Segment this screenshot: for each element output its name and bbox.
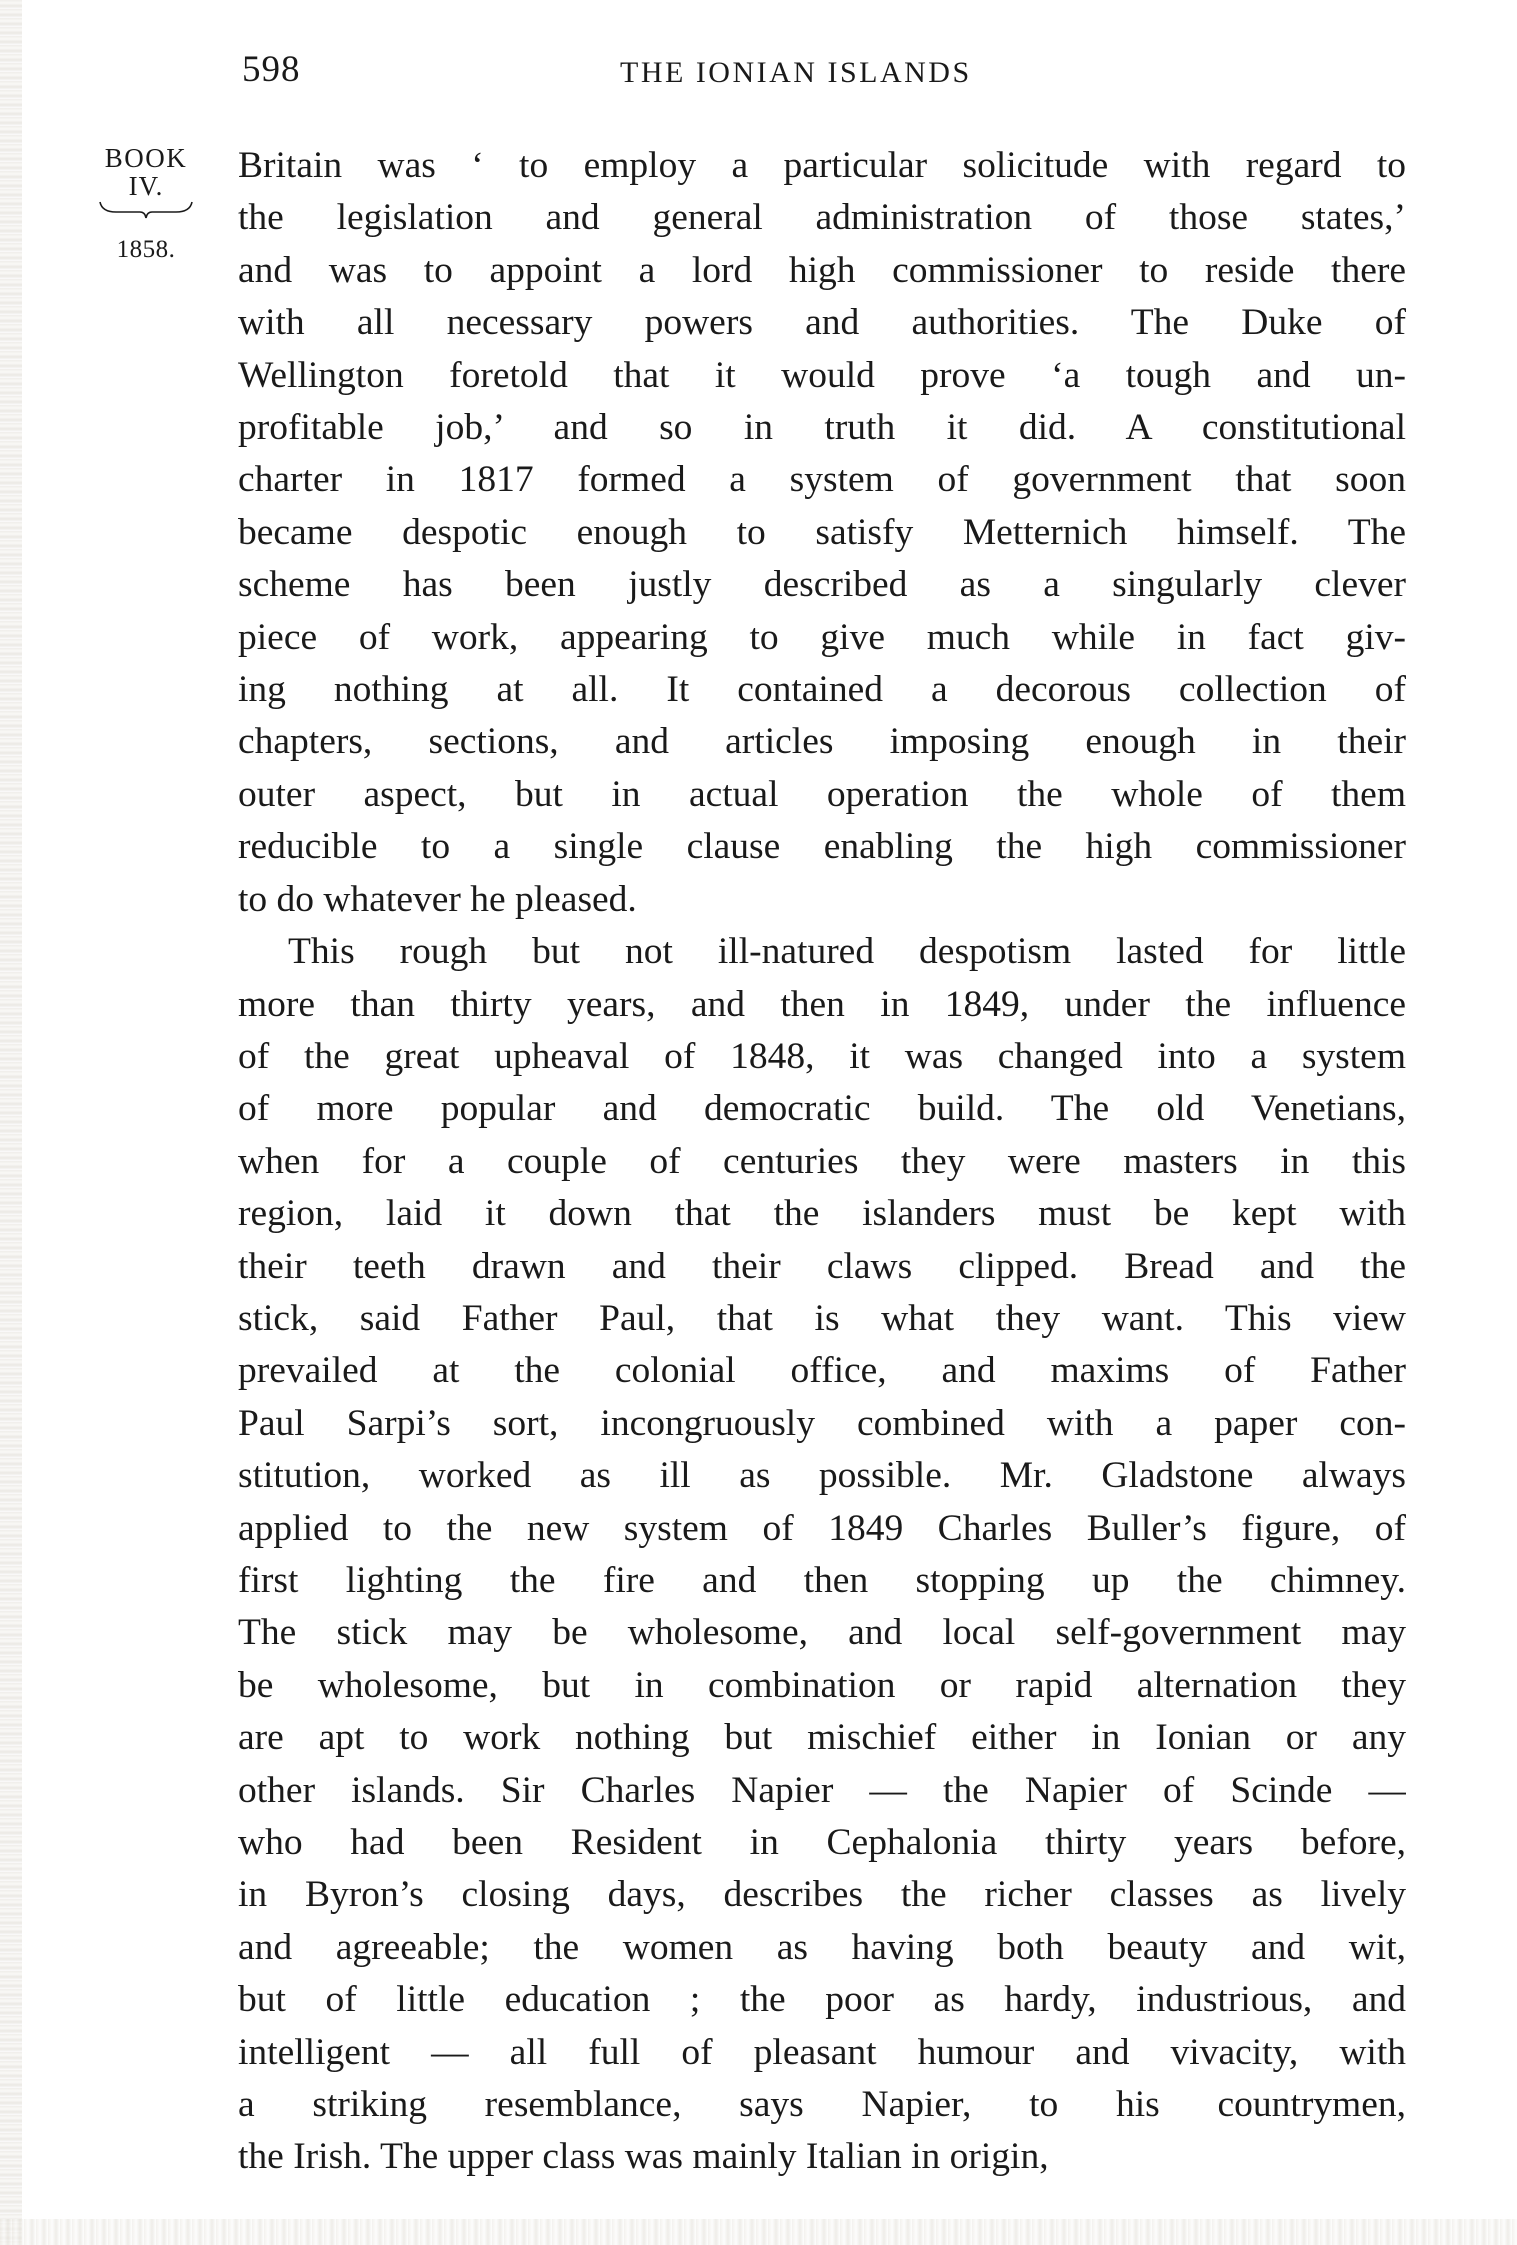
text-line: and was to appoint a lord high commissioner to reside there xyxy=(238,249,1406,291)
page-edge-shadow-left xyxy=(0,0,22,2245)
running-head: THE IONIAN ISLANDS xyxy=(620,56,972,89)
text-line: piece of work, appearing to give much while in fact giv- xyxy=(238,616,1406,658)
text-line: stitution, worked as ill as possible. Mr. Gladstone always xyxy=(238,1455,1406,1497)
body-text xyxy=(238,140,1406,2184)
text-line: to do whatever he pleased. xyxy=(238,878,637,920)
text-line: became despotic enough to satisfy Metternich himself. The xyxy=(238,511,1406,553)
page-edge-shadow-bottom xyxy=(0,2219,1517,2245)
text-line: profitable job,’ and so in truth it did. A constitutional xyxy=(238,407,1406,449)
margin-brace-icon xyxy=(98,200,194,220)
margin-note xyxy=(88,142,204,264)
text-line: when for a couple of centuries they were masters in this xyxy=(238,1140,1406,1182)
text-line: scheme has been justly described as a singularly clever xyxy=(238,564,1406,606)
margin-year-label: 1858. xyxy=(116,236,176,263)
text-line: who had been Resident in Cephalonia thirty years before, xyxy=(238,1822,1406,1863)
text-line: are apt to work nothing but mischief either in Ionian or any xyxy=(238,1717,1406,1759)
text-line: prevailed at the colonial office, and maxims of Father xyxy=(238,1350,1406,1392)
text-line: a striking resemblance, says Napier, to his countrymen, xyxy=(238,2084,1406,2126)
text-line: Wellington foretold that it would prove ‘a tough and un- xyxy=(238,354,1406,396)
text-line: the Irish. The upper class was mainly Italian in origin, xyxy=(238,2136,1049,2178)
text-line: outer aspect, but in actual operation the whole of them xyxy=(238,773,1406,815)
text-line: be wholesome, but in combination or rapid alternation they xyxy=(238,1664,1406,1706)
text-line: ing nothing at all. It contained a decorous collection of xyxy=(238,669,1406,711)
text-line: Paul Sarpi’s sort, incongruously combined with a paper con- xyxy=(238,1402,1406,1444)
text-line: region, laid it down that the islanders must be kept with xyxy=(238,1193,1406,1235)
text-line: the legislation and general administration of those states,’ xyxy=(238,197,1406,239)
text-line: The stick may be wholesome, and local self-government may xyxy=(238,1612,1406,1654)
page-number: 598 xyxy=(242,49,301,90)
text-line: but of little education ; the poor as hardy, industrious, and xyxy=(238,1979,1406,2021)
text-line: stick, said Father Paul, that is what they want. This view xyxy=(238,1297,1406,1339)
text-line: reducible to a single clause enabling the high commissioner xyxy=(238,826,1406,868)
text-line: applied to the new system of 1849 Charles Buller’s figure, of xyxy=(238,1507,1406,1549)
text-line: chapters, sections, and articles imposing enough in their xyxy=(238,721,1406,763)
text-line: and agreeable; the women as having both beauty and wit, xyxy=(238,1926,1406,1968)
text-line: intelligent — all full of pleasant humour and vivacity, with xyxy=(238,2031,1406,2073)
margin-volume-label: IV. xyxy=(128,171,164,201)
text-line: This rough but not ill-natured despotism lasted for little xyxy=(288,931,1406,973)
text-line: their teeth drawn and their claws clipped. Bread and the xyxy=(238,1245,1406,1287)
paragraph xyxy=(238,926,1406,2184)
margin-book-label: BOOK xyxy=(104,143,188,173)
text-line: more than thirty years, and then in 1849, under the influence xyxy=(238,983,1406,1025)
text-line: Britain was ‘ to employ a particular solicitude with regard to xyxy=(238,145,1406,186)
paragraph xyxy=(238,140,1406,926)
text-line: with all necessary powers and authorities. The Duke of xyxy=(238,302,1406,344)
text-line: other islands. Sir Charles Napier — the Napier of Scinde — xyxy=(238,1769,1406,1811)
text-line: in Byron’s closing days, describes the richer classes as lively xyxy=(238,1874,1406,1916)
text-line: of more popular and democratic build. The old Venetians, xyxy=(238,1088,1406,1130)
text-line: charter in 1817 formed a system of government that soon xyxy=(238,459,1406,501)
text-line: first lighting the fire and then stopping up the chimney. xyxy=(238,1559,1406,1601)
text-line: of the great upheaval of 1848, it was changed into a system xyxy=(238,1035,1406,1077)
